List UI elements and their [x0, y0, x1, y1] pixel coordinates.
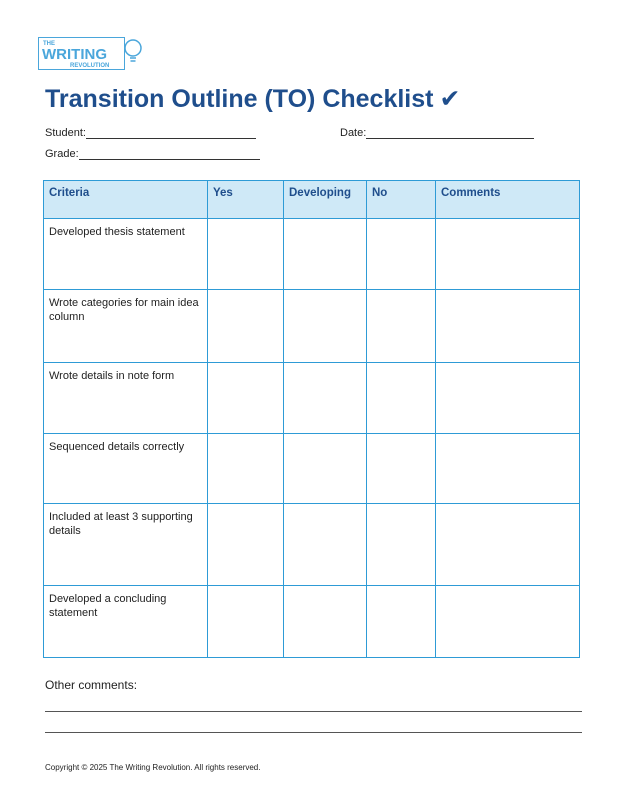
logo-text-writing: WRITING: [42, 46, 107, 63]
header-comments: Comments: [436, 181, 580, 219]
table-row: [44, 504, 580, 586]
criteria-cell: Wrote categories for main idea column: [44, 290, 208, 363]
header-developing: Developing: [284, 181, 367, 219]
grade-label: Grade:: [45, 148, 79, 160]
table-row: [44, 219, 580, 290]
developing-cell[interactable]: [284, 586, 367, 658]
yes-cell[interactable]: [208, 504, 284, 586]
developing-cell[interactable]: [284, 219, 367, 290]
no-cell[interactable]: [367, 586, 436, 658]
grade-line[interactable]: [79, 147, 260, 160]
comment-line-1[interactable]: [45, 711, 582, 712]
table-header-row: [44, 181, 580, 219]
logo-text-revolution: REVOLUTION: [70, 63, 110, 69]
grade-field[interactable]: [45, 147, 260, 160]
comment-line-2[interactable]: [45, 732, 582, 733]
yes-cell[interactable]: [208, 290, 284, 363]
no-cell[interactable]: [367, 219, 436, 290]
table-row: [44, 434, 580, 504]
comments-cell[interactable]: [436, 504, 580, 586]
date-line[interactable]: [366, 126, 534, 139]
header-criteria: Criteria: [44, 181, 208, 219]
table-row: [44, 363, 580, 434]
no-cell[interactable]: [367, 434, 436, 504]
header-no: No: [367, 181, 436, 219]
criteria-cell: Developed thesis statement: [44, 219, 208, 290]
table-row: [44, 586, 580, 658]
comments-cell[interactable]: [436, 434, 580, 504]
criteria-cell: Sequenced details correctly: [44, 434, 208, 504]
comments-cell[interactable]: [436, 219, 580, 290]
student-label: Student:: [45, 127, 86, 139]
check-mark-icon: ✔: [439, 85, 461, 113]
checklist-table: [43, 180, 580, 658]
student-field[interactable]: [45, 126, 256, 139]
yes-cell[interactable]: [208, 586, 284, 658]
header-yes: Yes: [208, 181, 284, 219]
date-label: Date:: [340, 127, 367, 139]
comments-cell[interactable]: [436, 363, 580, 434]
brand-logo: [38, 37, 146, 71]
lightbulb-icon: [125, 40, 141, 61]
developing-cell[interactable]: [284, 434, 367, 504]
comments-cell[interactable]: [436, 290, 580, 363]
developing-cell[interactable]: [284, 290, 367, 363]
logo-text-the: THE: [43, 41, 55, 47]
developing-cell[interactable]: [284, 363, 367, 434]
student-line[interactable]: [86, 126, 256, 139]
copyright-text: Copyright © 2025 The Writing Revolution. All rights reserved.: [45, 763, 261, 772]
no-cell[interactable]: [367, 363, 436, 434]
criteria-cell: Wrote details in note form: [44, 363, 208, 434]
page-title: [45, 84, 460, 114]
page-title-text: Transition Outline (TO) Checklist: [45, 85, 434, 113]
yes-cell[interactable]: [208, 363, 284, 434]
yes-cell[interactable]: [208, 219, 284, 290]
table-row: [44, 290, 580, 363]
comments-cell[interactable]: [436, 586, 580, 658]
developing-cell[interactable]: [284, 504, 367, 586]
criteria-cell: Included at least 3 supporting details: [44, 504, 208, 586]
date-field[interactable]: [340, 126, 534, 139]
no-cell[interactable]: [367, 290, 436, 363]
no-cell[interactable]: [367, 504, 436, 586]
other-comments-label: Other comments:: [45, 678, 138, 692]
yes-cell[interactable]: [208, 434, 284, 504]
criteria-cell: Developed a concluding statement: [44, 586, 208, 658]
